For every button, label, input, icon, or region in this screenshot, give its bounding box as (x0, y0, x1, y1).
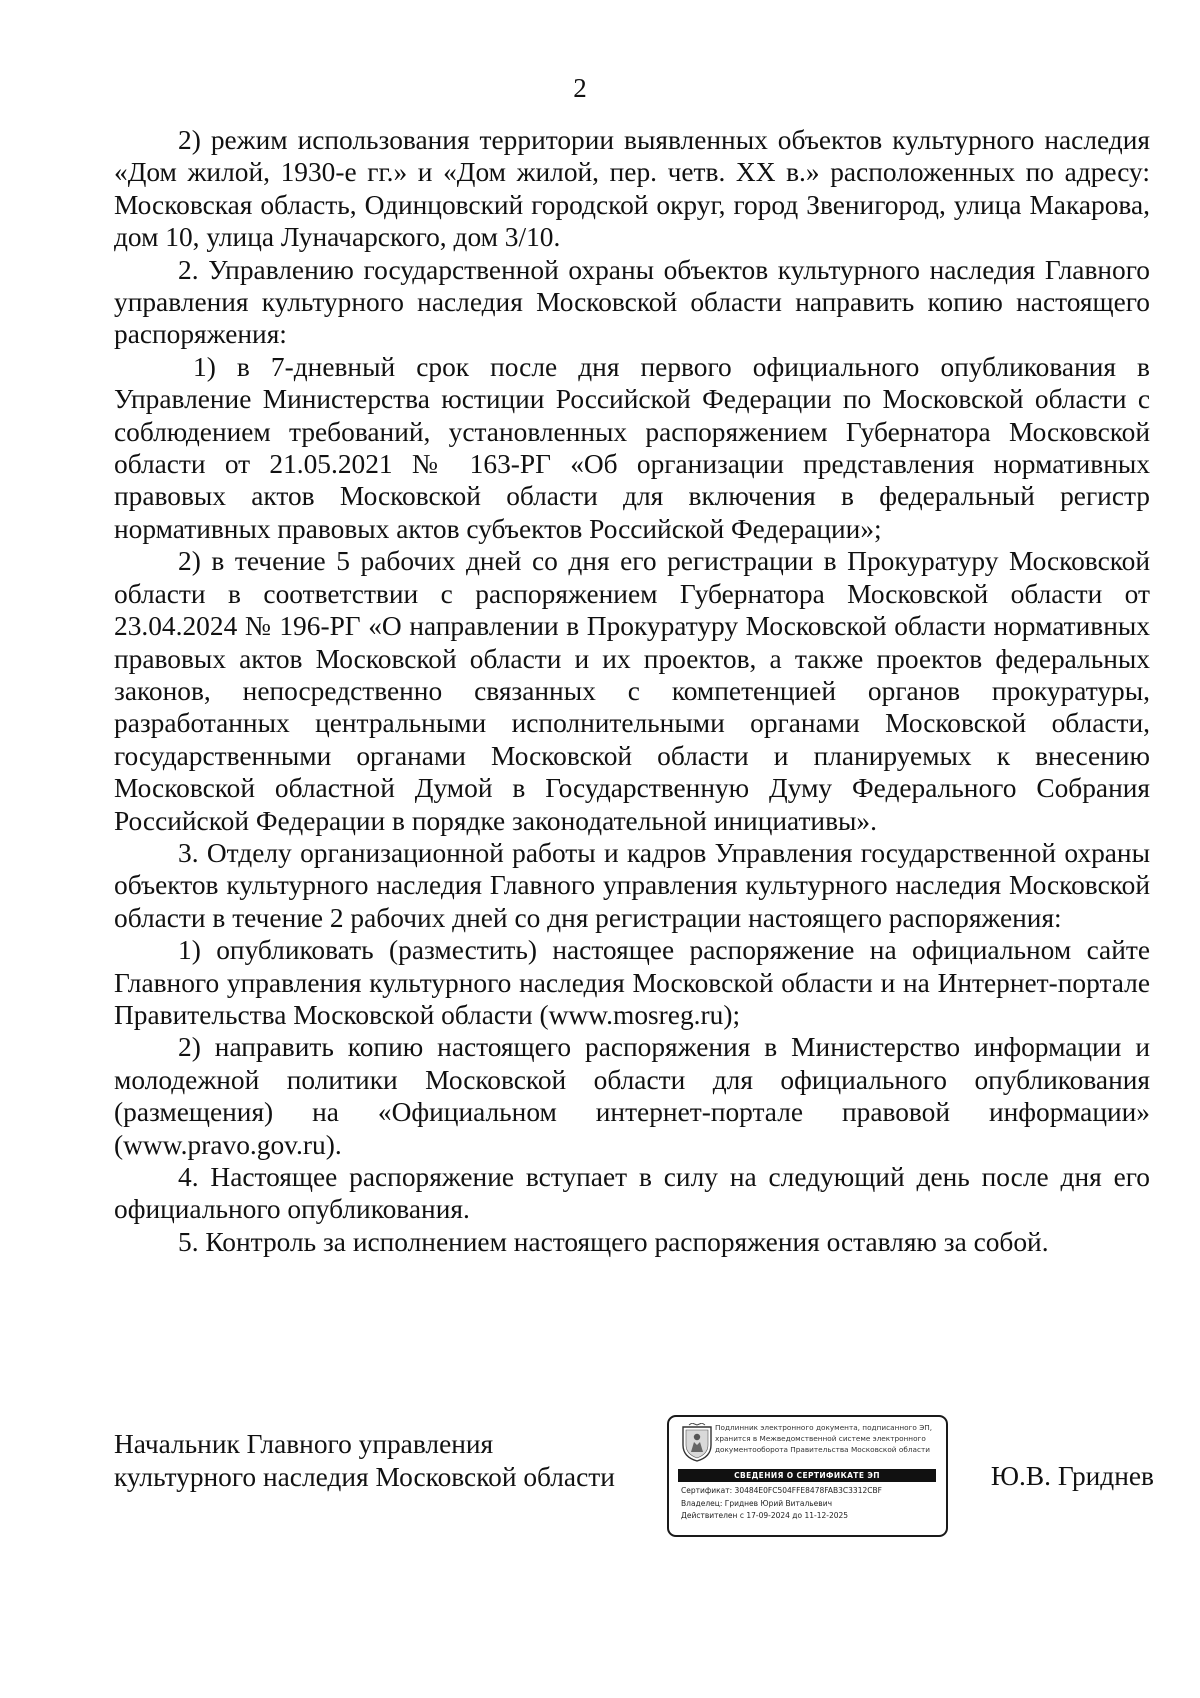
paragraph-item-3-1: 1) опубликовать (разместить) настоящее распоряжение на официальном сайте Главного управления культурного наследия Московской области и на Интернет-портале Правительства Московской области (www.mosreg.ru); (114, 935, 1150, 1030)
stamp-notice-line-2: хранится в Межведомственной системе электронного (715, 1434, 926, 1443)
paragraph-item-2: 2. Управлению государственной охраны объектов культурного наследия Главного управления культурного наследия Московской области направить копию настоящего распоряжения: (114, 254, 1150, 350)
stamp-notice-line-1: Подлинник электронного документа, подписанного ЭП, (715, 1423, 933, 1432)
stamp-notice-line-3: документооборота Правительства Московской области (715, 1445, 930, 1454)
page-number: 2 (573, 73, 587, 103)
stamp-validity: Действителен с 17-09-2024 до 11-12-2025 (681, 1511, 849, 1520)
paragraph-heritage-regime: 2) режим использования территории выявленных объектов культурного наследия «Дом жилой, 1930-е гг.» и «Дом жилой, пер. четв. XX в.» расположенных по адресу: Московская область, Одинцовский городской округ, город Звенигород, улица Макарова, дом 10, улица Луначарского, дом 3/10. (114, 125, 1150, 253)
signature-block (114, 1423, 1154, 1538)
paragraph-item-2-1: 1) в 7-дневный срок после дня первого официального опубликования в Управление Министерства юстиции Российской Федерации по Московской области с соблюдением требований, установленных распоряжением Губернатора Московской области от 21.05.2021 № 163-РГ «Об организации представления нормативных правовых актов Московской области для включения в федеральный регистр нормативных правовых актов субъектов Российской Федерации»; (114, 351, 1150, 544)
paragraph-item-2-2: 2) в течение 5 рабочих дней со дня его регистрации в Прокуратуру Московской области в соответствии с распоряжением Губернатора Московской области от 23.04.2024 № 196-РГ «О направлении в Прокуратуру Московской области нормативных правовых актов Московской области и их проектов, а также проектов федеральных законов, непосредственно связанных с компетенцией органов прокуратуры, разработанных центральными исполнительными органами Московской области, государственными органами Московской области и планируемых к внесению Московской областной Думой в Государственную Думу Федерального Собрания Российской Федерации в порядке законодательной инициативы». (114, 546, 1150, 836)
paragraph-item-3-2: 2) направить копию настоящего распоряжения в Министерство информации и молодежной политики Московской области для официального опубликования (размещения) на «Официальном интернет-портале правовой информации» (www.pravo.gov.ru). (114, 1032, 1150, 1160)
stamp-title-band: СВЕДЕНИЯ О СЕРТИФИКАТЕ ЭП (678, 1469, 936, 1482)
paragraph-item-5: 5. Контроль за исполнением настоящего распоряжения оставляю за собой. (178, 1226, 1049, 1257)
stamp-owner: Владелец: Гриднев Юрий Витальевич (681, 1498, 833, 1508)
signer-name: Ю.В. Гриднев (990, 1461, 1154, 1491)
stamp-notice (715, 1422, 941, 1455)
paragraph-item-4: 4. Настоящее распоряжение вступает в силу на следующий день после дня его официального опубликования. (114, 1162, 1150, 1225)
signer-position-line-2: культурного наследия Московской области (114, 1461, 615, 1492)
signer-position-line-1: Начальник Главного управления (114, 1429, 494, 1459)
coat-of-arms-icon (680, 1423, 714, 1463)
stamp-certificate: Сертификат: 30484E0FC504FFE8478FAB3C3312CBF (681, 1486, 882, 1495)
document-body (114, 124, 1150, 1258)
signer-position (114, 1428, 615, 1493)
stamp-details (681, 1485, 937, 1523)
electronic-signature-stamp (667, 1415, 948, 1537)
paragraph-item-3: 3. Отделу организационной работы и кадров Управления государственной охраны объектов культурного наследия Главного управления культурного наследия Московской области в течение 2 рабочих дней со дня регистрации настоящего распоряжения: (114, 837, 1150, 933)
